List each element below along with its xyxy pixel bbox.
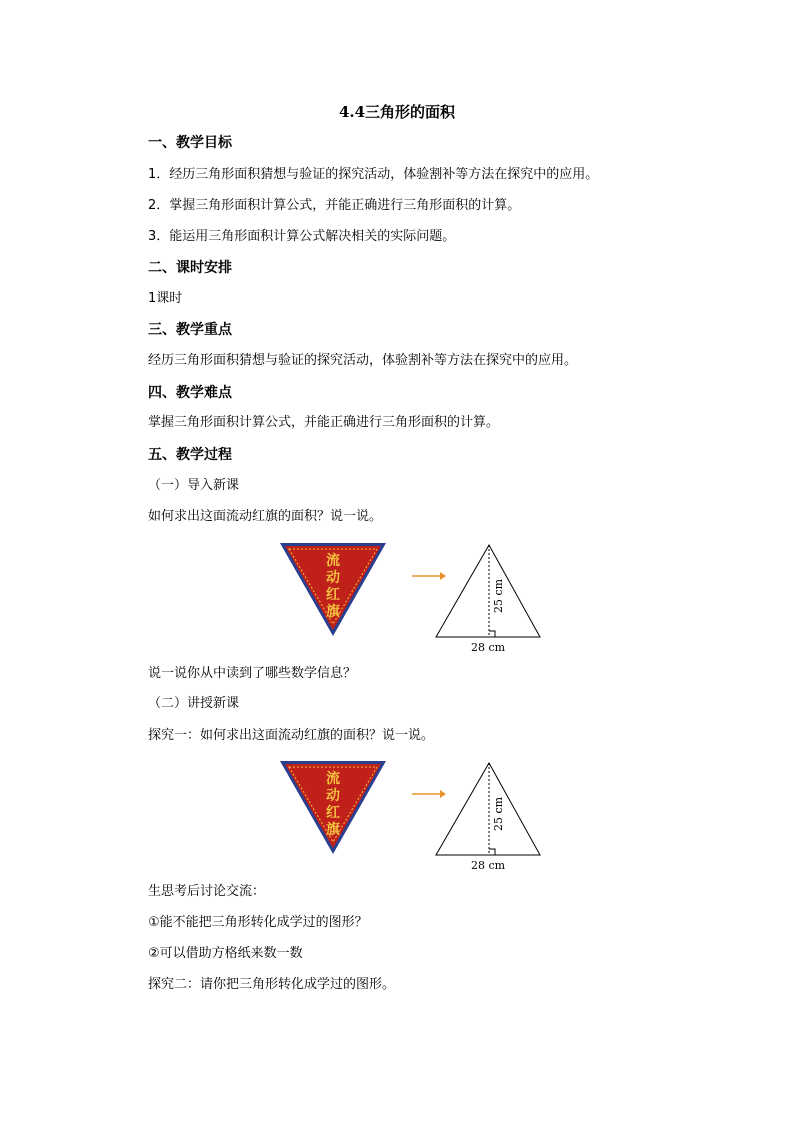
part2-label: （二）讲授新课 xyxy=(148,696,240,711)
banner-char-2: 动 xyxy=(326,788,340,804)
heading-schedule: 二、课时安排 xyxy=(148,260,232,276)
banner-char-2: 动 xyxy=(326,570,340,586)
arrow-right-icon xyxy=(412,572,446,580)
red-banner-image xyxy=(280,543,386,636)
discussion-question-1: ①能不能把三角形转化成学过的图形？ xyxy=(148,915,368,930)
page-title: 4.4三角形的面积 xyxy=(338,103,456,121)
explore1-text: 探究一：如何求出这面流动红旗的面积？说一说。 xyxy=(148,728,435,743)
heading-key-points: 三、教学重点 xyxy=(148,322,232,338)
height-label: 25 cm xyxy=(492,578,505,614)
banner-char-4: 旗 xyxy=(326,604,340,620)
height-label: 25 cm xyxy=(492,796,505,832)
banner-char-1: 流 xyxy=(326,553,340,569)
triangle-diagram xyxy=(436,763,540,872)
base-label: 28 cm xyxy=(470,859,506,872)
triangle-diagram xyxy=(436,545,540,654)
banner-char-4: 旗 xyxy=(326,822,340,838)
discussion-intro: 生思考后讨论交流： xyxy=(148,884,266,899)
explore2-text: 探究二：请你把三角形转化成学过的图形。 xyxy=(148,977,396,992)
key-points-text: 经历三角形面积猜想与验证的探究活动，体验割补等方法在探究中的应用。 xyxy=(148,353,578,368)
discussion-question-2: ②可以借助方格纸来数一数 xyxy=(148,946,303,961)
goal-item-3: 3．能运用三角形面积计算公式解决相关的实际问题。 xyxy=(148,229,456,244)
schedule-text: 1课时 xyxy=(148,291,183,306)
heading-teaching-goals: 一、教学目标 xyxy=(148,135,232,151)
part1-followup: 说一说你从中读到了哪些数学信息？ xyxy=(148,666,357,681)
banner-figure-2 xyxy=(280,758,550,873)
difficult-points-text: 掌握三角形面积计算公式，并能正确进行三角形面积的计算。 xyxy=(148,415,500,430)
banner-char-3: 红 xyxy=(326,805,340,821)
base-label: 28 cm xyxy=(470,641,506,654)
goal-item-1: 1．经历三角形面积猜想与验证的探究活动，体验割补等方法在探究中的应用。 xyxy=(148,167,599,182)
part1-label: （一）导入新课 xyxy=(148,478,240,493)
goal-item-2: 2．掌握三角形面积计算公式，并能正确进行三角形面积的计算。 xyxy=(148,198,521,213)
part1-question: 如何求出这面流动红旗的面积？说一说。 xyxy=(148,509,383,524)
red-banner-image xyxy=(280,761,386,854)
banner-figure-1 xyxy=(280,540,550,655)
arrow-right-icon xyxy=(412,790,446,798)
banner-char-3: 红 xyxy=(326,587,340,603)
heading-teaching-process: 五、教学过程 xyxy=(148,447,232,463)
heading-difficult-points: 四、教学难点 xyxy=(148,385,232,401)
banner-char-1: 流 xyxy=(326,771,340,787)
